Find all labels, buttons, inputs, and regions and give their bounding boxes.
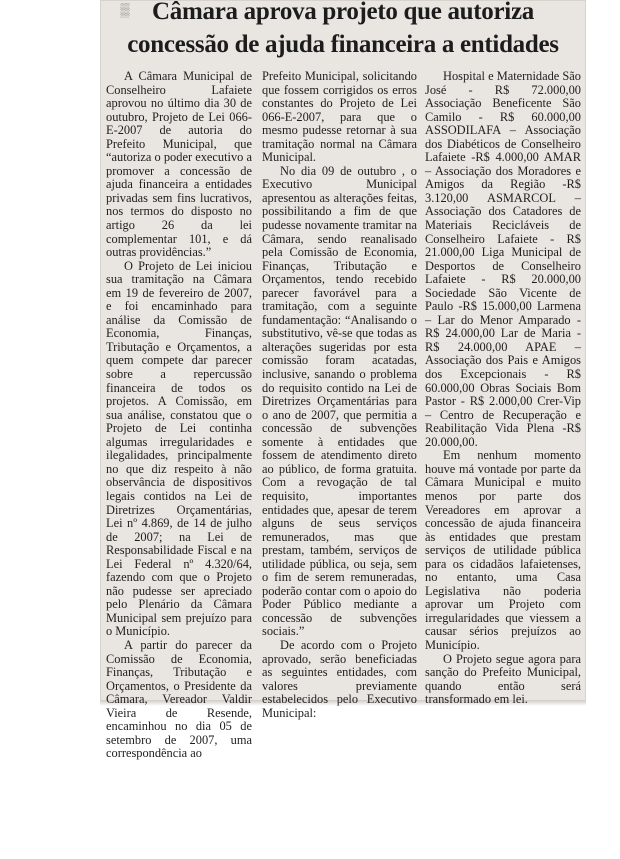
article-headline [100, 0, 586, 61]
headline-line-2: concessão de ajuda financeira a entidades [127, 31, 559, 58]
article-column-3 [425, 69, 581, 707]
newspaper-logo-icon: ▒ [120, 2, 130, 17]
paragraph: De acordo com o Projeto aprovado, serão beneficiadas as seguintes entidades, com valores previamente estabelecidos pelo Executivo Municipal: [262, 637, 417, 720]
paragraph: O Projeto de Lei iniciou sua tramitação na Câmara em 19 de fevereiro de 2007, e foi encaminhado para análise da Comissão de Economia, Finanças, Tributação e Orçamentos, a quem compete dar parecer sobre a repercussão financeira de todos os projetos. A Comissão, em sua análise, constatou que o Projeto de Lei continha algumas irregularidades e ilegalidades, principalmente no que diz respeito à não observância de dispositivos legais contidos na Lei de Diretrizes Orçamentárias, Lei nº 4.869, de 14 de julho de 2007; na Lei de Responsabilidade Fiscal e na Lei Federal nº 4.320/64, fazendo com que o Projeto não pudesse ser apreciado pelo Plenário da Câmara Municipal sem prejuízo para o Município. [106, 258, 252, 639]
paragraph: Hospital e Maternidade São José - R$ 72.000,00 Associação Beneficente São Camilo - R$ 60.000,00 ASSODILAFA – Associação dos Diabéticos de Conselheiro Lafaiete -R$ 4.000,00 AMAR – Associação dos Moradores e Amigos da Região -R$ 3.120,00 ASMARCOL – Associação dos Catadores de Materiais Recicláveis de Conselheiro Lafaiete - R$ 21.000,00 Liga Municipal de Desportos de Conselheiro Lafaiete - R$ 20.000,00 Sociedade São Vicente de Paulo -R$ 15.000,00 Larmena – Lar do Menor Amparado - R$ 24.000,00 Lar de Maria - R$ 24.000,00 APAE – Associação dos Pais e Amigos dos Excepcionais - R$ 60.000,00 Obras Sociais Bom Pastor - R$ 2.000,00 Crer-Vip – Centro de Recuperação e Reabilitação Vida Plena -R$ 20.000,00. [425, 69, 581, 449]
paragraph: No dia 09 de outubro , o Executivo Municipal apresentou as alterações feitas, possibilitando a fim de que pudesse novamente tramitar na Câmara, sendo reanalisado pela Comissão de Economia, Finanças, Tributação e Orçamentos, tendo recebido parecer favorável para a tramitação, com a seguinte fundamentação: “Analisando o substitutivo, vê-se que todas as alterações sugeridas por esta comissão foram acatadas, inclusive, sanando o problema do requisito contido na Lei de Diretrizes Orçamentárias para o ano de 2007, que permitia a concessão de subvenções somente à entidades que fossem de atendimento direto ao público, de forma gratuita. Com a revogação de tal requisito, importantes entidades que, apesar de terem alguns de seus serviços remunerados, mas que prestam, também, serviços de utilidade pública, ou seja, sem o fim de serem remuneradas, poderão contar com o apoio do Poder Público mediante a concessão de subvenções sociais.” [262, 163, 417, 639]
paragraph: A partir do parecer da Comissão de Economia, Finanças, Tributação e Orçamentos, o Presidente da Câmara, Vereador Valdir Vieira de Resende, encaminhou no dia 05 de setembro de 2007, uma correspondência ao [106, 637, 252, 761]
paragraph: A Câmara Municipal de Conselheiro Lafaiete aprovou no último dia 30 de outubro, Projeto de Lei 066-E-2007 de autoria do Prefeito Municipal, que “autoriza o poder executivo a promover a concessão de ajuda financeira a entidades privadas sem fins lucrativos, nos termos do disposto no artigo 26 da lei complementar 101, e dá outras providências.” [106, 69, 252, 260]
headline-line-1: Câmara aprova projeto que autoriza [152, 0, 534, 25]
paragraph: O Projeto segue agora para sanção do Prefeito Municipal, quando então será transformado em lei. [425, 651, 581, 707]
article-column-1 [106, 69, 252, 761]
paragraph: Prefeito Municipal, solicitando que fossem corrigidos os erros constantes do Projeto de Lei 066-E-2007, para que o mesmo pudesse retornar à sua tramitação normal na Câmara Municipal. [262, 69, 417, 165]
paragraph: Em nenhum momento houve má vontade por parte da Câmara Municipal e muito menos por parte dos Vereadores em aprovar a concessão de ajuda financeira às entidades que prestam serviços de utilidade pública para os cidadãos lafaietenses, no entanto, uma Casa Legislativa não poderia aprovar um Projeto com irregularidades que viessem a causar sérios prejuízos ao Município. [425, 448, 581, 652]
article-column-2 [262, 69, 417, 720]
